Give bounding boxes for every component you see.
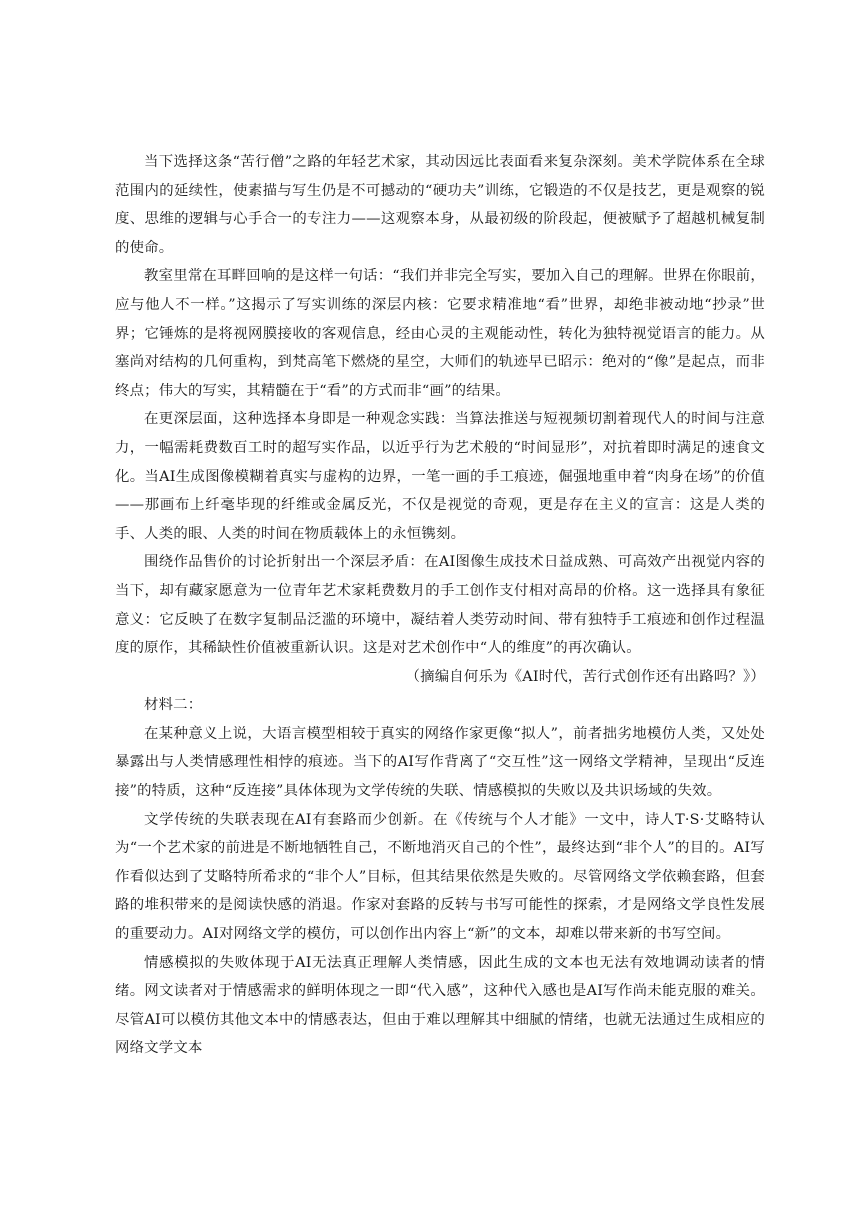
paragraph-7: 情感模拟的失败体现于AI无法真正理解人类情感，因此生成的文本也无法有效地调动读者的情绪。网文读者对于情感需求的鲜明体现之一即“代入感”，这种代入感也是AI写作尚未能克服的难关。尽管AI可以模仿其他文本中的情感表达，但由于难以理解其中细腻的情绪，也就无法通过生成相应的网络文学文本 [115, 954, 765, 1057]
paragraph-3: 在更深层面，这种选择本身即是一种观念实践：当算法推送与短视频切割着现代人的时间与注意力，一幅需耗费数百工时的超写实作品，以近乎行为艺术般的“时间显形”，对抗着即时满足的速食文化。当AI生成图像模糊着真实与虚构的边界，一笔一画的手工痕迹，倔强地重申着“肉身在场”的价值——那画布上纤毫毕现的纤维或金属反光，不仅是视觉的奇观，更是存在主义的宣言：这是人类的手、人类的眼、人类的时间在物质载体上的永恒镌刻。 [115, 411, 765, 542]
paragraph-5: 在某种意义上说，大语言模型相较于真实的网络作家更像“拟人”，前者拙劣地模仿人类，又处处暴露出与人类情感理性相悖的痕迹。当下的AI写作背离了“交互性”这一网络文学精神，呈现出“反连接”的特质，这种“反连接”具体体现为文学传统的失联、情感模拟的失败以及共识场域的失效。 [115, 725, 765, 800]
paragraph-1: 当下选择这条“苦行僧”之路的年轻艺术家，其动因远比表面看来复杂深刻。美术学院体系在全球范围内的延续性，使素描与写生仍是不可撼动的“硬功夫”训练，它锻造的不仅是技艺，更是观察的锐度、思维的逻辑与心手合一的专注力——这观察本身，从最初级的阶段起，便被赋予了超越机械复制的使命。 [115, 154, 765, 256]
document-page [115, 148, 765, 1063]
material-two-heading: 材料二： [144, 697, 203, 714]
paragraph-6: 文学传统的失联表现在AI有套路而少创新。在《传统与个人才能》一文中，诗人T·S·艾略特认为“一个艺术家的前进是不断地牺牲自己，不断地消灭自己的个性”，最终达到“非个人”的目的。AI写作看似达到了艾略特所希求的“非个人”目标，但其结果依然是失败的。尽管网络文学依赖套路，但套路的堆积带来的是阅读快感的消退。作家对套路的反转与书写可能性的探索，才是网络文学良性发展的重要动力。AI对网络文学的模仿，可以创作出内容上“新”的文本，却难以带来新的书写空间。 [115, 811, 765, 943]
source-citation: （摘编自何乐为《AI时代，苦行式创作还有出路吗？》） [405, 668, 765, 685]
paragraph-4: 围绕作品售价的讨论折射出一个深层矛盾：在AI图像生成技术日益成熟、可高效产出视觉内容的当下，却有藏家愿意为一位青年艺术家耗费数月的手工创作支付相对高昂的价格。这一选择具有象征意义：它反映了在数字复制品泛滥的环境中，凝结着人类劳动时间、带有独特手工痕迹和创作过程温度的原作，其稀缺性价值被重新认识。这是对艺术创作中“人的维度”的再次确认。 [115, 554, 765, 657]
paragraph-2: 教室里常在耳畔回响的是这样一句话：“我们并非完全写实，要加入自己的理解。世界在你眼前，应与他人不一样。”这揭示了写实训练的深层内核：它要求精准地“看”世界，却绝非被动地“抄录”世界；它锤炼的是将视网膜接收的客观信息，经由心灵的主观能动性，转化为独特视觉语言的能力。从塞尚对结构的几何重构，到梵高笔下燃烧的星空，大师们的轨迹早已昭示：绝对的“像”是起点，而非终点；伟大的写实，其精髓在于“看”的方式而非“画”的结果。 [115, 268, 765, 399]
